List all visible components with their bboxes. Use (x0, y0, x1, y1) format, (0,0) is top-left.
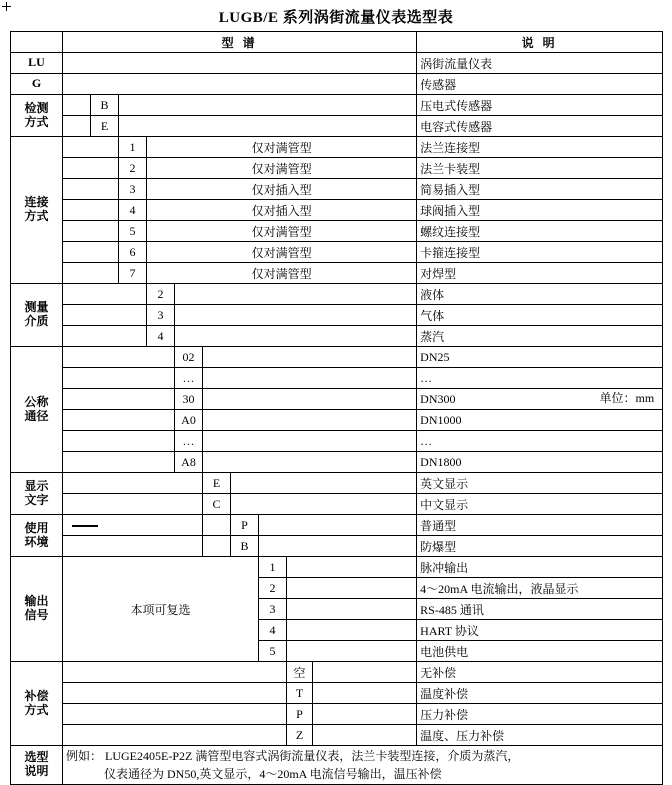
connect-spacer-7 (63, 263, 119, 284)
connect-desc-2: 法兰卡装型 (417, 158, 663, 179)
display-desc-e: 英文显示 (417, 473, 663, 494)
dn-model-2 (203, 368, 417, 389)
medium-desc-2: 液体 (417, 284, 663, 305)
medium-code-4: 4 (147, 326, 175, 347)
dn-code-a8: A8 (175, 452, 203, 473)
env-desc-b: 防爆型 (417, 536, 663, 557)
row-model-lu (63, 53, 417, 74)
output-desc-2: 4～20mA 电流输出，液晶显示 (417, 578, 663, 599)
table-row (11, 557, 663, 578)
connect-code-3: 3 (119, 179, 147, 200)
dn-spacer-3 (63, 389, 175, 410)
output-desc-4: HART 协议 (417, 620, 663, 641)
table-row (11, 494, 663, 515)
detect-model-e (119, 116, 417, 137)
table-row (11, 326, 663, 347)
output-desc-5: 电池供电 (417, 641, 663, 662)
comp-desc-t: 温度补偿 (417, 683, 663, 704)
row-label-g: G (11, 74, 63, 95)
output-model-2 (287, 578, 417, 599)
connect-mid-3: 仅对插入型 (147, 179, 417, 200)
output-desc-1: 脉冲输出 (417, 557, 663, 578)
env-spacer-2 (63, 536, 203, 557)
connect-code-1: 1 (119, 137, 147, 158)
comp-spacer-1 (63, 662, 287, 683)
output-code-2: 2 (259, 578, 287, 599)
dn-desc-a8: DN1800 (417, 452, 663, 473)
env-code-p: P (231, 515, 259, 536)
connect-spacer-6 (63, 242, 119, 263)
connect-code-5: 5 (119, 221, 147, 242)
row-label-display: 显示 文字 (11, 473, 63, 515)
connect-mid-1: 仅对满管型 (147, 137, 417, 158)
comp-desc-p: 压力补偿 (417, 704, 663, 725)
table-row (11, 158, 663, 179)
row-label-lu: LU (11, 53, 63, 74)
output-code-1: 1 (259, 557, 287, 578)
dn-code-30: 30 (175, 389, 203, 410)
crop-mark-bottom-right (2, 2, 11, 11)
env-model-2 (259, 536, 417, 557)
detect-code-e: E (91, 116, 119, 137)
connect-mid-4: 仅对插入型 (147, 200, 417, 221)
row-label-medium: 测量 介质 (11, 284, 63, 347)
comp-spacer-3 (63, 704, 287, 725)
comp-code-t: T (287, 683, 313, 704)
dn-code-a0: A0 (175, 410, 203, 431)
output-model-5 (287, 641, 417, 662)
output-code-5: 5 (259, 641, 287, 662)
dn-spacer-1 (63, 347, 175, 368)
connect-code-7: 7 (119, 263, 147, 284)
output-model-3 (287, 599, 417, 620)
row-desc-lu: 涡街流量仪表 (417, 53, 663, 74)
comp-code-z: Z (287, 725, 313, 746)
output-desc-3: RS-485 通讯 (417, 599, 663, 620)
table-row (11, 347, 663, 368)
medium-model-4 (175, 326, 417, 347)
dn-model-4 (203, 410, 417, 431)
env-spacer-3 (203, 536, 231, 557)
table-header-row (11, 32, 663, 53)
table-row (11, 683, 663, 704)
table-row (11, 200, 663, 221)
connect-desc-6: 卡箍连接型 (417, 242, 663, 263)
medium-desc-3: 气体 (417, 305, 663, 326)
connect-desc-5: 螺纹连接型 (417, 221, 663, 242)
env-spacer-1 (203, 515, 231, 536)
table-row (11, 536, 663, 557)
table-row (11, 473, 663, 494)
env-dash-cell (63, 515, 203, 536)
dn-model-5 (203, 431, 417, 452)
table-row (11, 116, 663, 137)
connect-spacer-4 (63, 200, 119, 221)
header-spacer (11, 32, 63, 53)
medium-model-3 (175, 305, 417, 326)
output-model-4 (287, 620, 417, 641)
connect-mid-5: 仅对满管型 (147, 221, 417, 242)
comp-code-p: P (287, 704, 313, 725)
dn-code-dots1: … (175, 368, 203, 389)
dn-spacer-2 (63, 368, 175, 389)
connect-code-2: 2 (119, 158, 147, 179)
env-desc-p: 普通型 (417, 515, 663, 536)
row-model-g (63, 74, 417, 95)
table-row (11, 263, 663, 284)
connect-desc-3: 简易插入型 (417, 179, 663, 200)
connect-mid-2: 仅对满管型 (147, 158, 417, 179)
display-model-2 (231, 494, 417, 515)
dn-desc-30 (417, 389, 663, 410)
table-row (11, 284, 663, 305)
row-desc-g: 传感器 (417, 74, 663, 95)
dn-spacer-5 (63, 431, 175, 452)
display-desc-c: 中文显示 (417, 494, 663, 515)
table-row (11, 389, 663, 410)
dn-unit-label: 单位：mm (599, 391, 655, 405)
detect-desc-b: 压电式传感器 (417, 95, 663, 116)
table-row (11, 452, 663, 473)
output-code-3: 3 (259, 599, 287, 620)
comp-model-1 (313, 662, 417, 683)
table-row (11, 74, 663, 95)
medium-spacer-3 (63, 326, 147, 347)
dn-model-6 (203, 452, 417, 473)
output-code-4: 4 (259, 620, 287, 641)
dn-spacer-4 (63, 410, 175, 431)
table-row (11, 242, 663, 263)
table-row (11, 221, 663, 242)
medium-code-2: 2 (147, 284, 175, 305)
table-row (11, 662, 663, 683)
dn-code-02: 02 (175, 347, 203, 368)
dn-desc-a0: DN1000 (417, 410, 663, 431)
row-label-detect: 检测 方式 (11, 95, 63, 137)
connect-desc-7: 对焊型 (417, 263, 663, 284)
medium-model-2 (175, 284, 417, 305)
header-desc: 说 明 (417, 32, 663, 53)
table-row (11, 515, 663, 536)
row-label-env: 使用 环境 (11, 515, 63, 557)
connect-spacer-2 (63, 158, 119, 179)
header-model: 型 谱 (63, 32, 417, 53)
footer-label: 选型 说明 (11, 746, 63, 785)
comp-desc-none: 无补偿 (417, 662, 663, 683)
comp-spacer-4 (63, 725, 287, 746)
display-spacer-2 (63, 494, 203, 515)
comp-model-2 (313, 683, 417, 704)
comp-desc-z: 温度、压力补偿 (417, 725, 663, 746)
connect-spacer-3 (63, 179, 119, 200)
footer-note-line-2: 仪表通径为 DN50,英文显示，4～20mA 电流信号输出，温压补偿 (104, 767, 442, 781)
output-model-1 (287, 557, 417, 578)
table-row (11, 725, 663, 746)
comp-model-4 (313, 725, 417, 746)
display-spacer-1 (63, 473, 203, 494)
env-code-b: B (231, 536, 259, 557)
connect-mid-6: 仅对满管型 (147, 242, 417, 263)
table-row (11, 137, 663, 158)
display-code-e: E (203, 473, 231, 494)
medium-desc-4: 蒸汽 (417, 326, 663, 347)
output-multi-note: 本项可复选 (63, 557, 259, 662)
table-row (11, 410, 663, 431)
table-footer-row (11, 746, 663, 785)
model-selection-table (10, 31, 663, 785)
row-label-dn: 公称 通径 (11, 347, 63, 473)
table-row (11, 368, 663, 389)
comp-code-none: 空 (287, 662, 313, 683)
dn-spacer-6 (63, 452, 175, 473)
display-code-c: C (203, 494, 231, 515)
dn-desc-02 (417, 347, 663, 368)
dn-desc-30-text: DN300 (420, 391, 456, 406)
connect-desc-1: 法兰连接型 (417, 137, 663, 158)
row-label-compensate: 补偿 方式 (11, 662, 63, 746)
dn-model-3 (203, 389, 417, 410)
connect-code-4: 4 (119, 200, 147, 221)
medium-code-3: 3 (147, 305, 175, 326)
detect-model-b (119, 95, 417, 116)
env-dash-mark (72, 525, 98, 527)
dn-desc-dots1: … (417, 368, 663, 389)
row-label-connect: 连接 方式 (11, 137, 63, 284)
connect-spacer-1 (63, 137, 119, 158)
page-title: LUGB/E 系列涡街流量仪表选型表 (218, 10, 454, 26)
connect-code-6: 6 (119, 242, 147, 263)
medium-spacer-2 (63, 305, 147, 326)
footer-note (63, 746, 663, 785)
table-row (11, 431, 663, 452)
detect-spacer-2 (63, 116, 91, 137)
table-row (11, 179, 663, 200)
detect-code-b: B (91, 95, 119, 116)
medium-spacer-1 (63, 284, 147, 305)
connect-desc-4: 球阀插入型 (417, 200, 663, 221)
comp-spacer-2 (63, 683, 287, 704)
detect-spacer-1 (63, 95, 91, 116)
row-label-output: 输出 信号 (11, 557, 63, 662)
dn-code-dots2: … (175, 431, 203, 452)
dn-desc-dots2: … (417, 431, 663, 452)
connect-spacer-5 (63, 221, 119, 242)
footer-note-line-1: 例如： LUGE2405E-P2Z 满管型电容式涡街流量仪表，法兰卡装型连接，介质为蒸汽， (66, 749, 520, 763)
connect-mid-7: 仅对满管型 (147, 263, 417, 284)
table-row (11, 95, 663, 116)
detect-desc-e: 电容式传感器 (417, 116, 663, 137)
table-row (11, 305, 663, 326)
comp-model-3 (313, 704, 417, 725)
table-row (11, 704, 663, 725)
env-model-1 (259, 515, 417, 536)
display-model-1 (231, 473, 417, 494)
table-row (11, 53, 663, 74)
dn-model-1 (203, 347, 417, 368)
dn-desc-02-text: DN25 (420, 349, 450, 364)
